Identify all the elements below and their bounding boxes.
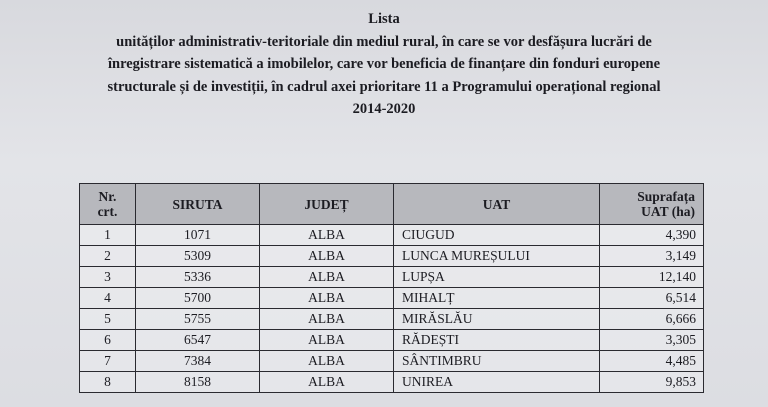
cell-judet: ALBA (260, 267, 394, 288)
header-siruta: SIRUTA (136, 184, 260, 225)
heading-line: 2014-2020 (352, 101, 416, 118)
cell-nr: 7 (80, 351, 136, 372)
table-row (80, 351, 704, 372)
cell-uat: SÂNTIMBRU (394, 351, 600, 372)
cell-suprafata: 9,853 (600, 372, 704, 393)
cell-nr: 6 (80, 330, 136, 351)
table-row (80, 330, 704, 351)
header-suprafata (600, 184, 704, 225)
cell-uat: CIUGUD (394, 225, 600, 246)
table-row (80, 288, 704, 309)
cell-uat: LUPȘA (394, 267, 600, 288)
cell-suprafata: 4,390 (600, 225, 704, 246)
cell-siruta: 5336 (136, 267, 260, 288)
cell-siruta: 1071 (136, 225, 260, 246)
cell-nr: 2 (80, 246, 136, 267)
cell-suprafata: 6,514 (600, 288, 704, 309)
heading-line: înregistrare sistematică a imobilelor, care vor beneficia de finanțare din fonduri europene (107, 56, 661, 73)
cell-nr: 1 (80, 225, 136, 246)
cell-judet: ALBA (260, 225, 394, 246)
header-suprafata-line1: Suprafața (637, 189, 695, 204)
cell-suprafata: 12,140 (600, 267, 704, 288)
cell-suprafata: 6,666 (600, 309, 704, 330)
cell-nr: 4 (80, 288, 136, 309)
header-suprafata-line2: UAT (ha) (641, 204, 695, 219)
table-body (80, 225, 704, 393)
cell-suprafata: 4,485 (600, 351, 704, 372)
cell-nr: 3 (80, 267, 136, 288)
cell-siruta: 6547 (136, 330, 260, 351)
cell-nr: 5 (80, 309, 136, 330)
cell-judet: ALBA (260, 309, 394, 330)
header-uat: UAT (394, 184, 600, 225)
cell-uat: RĂDEȘTI (394, 330, 600, 351)
table-row (80, 267, 704, 288)
cell-judet: ALBA (260, 372, 394, 393)
header-judet: JUDEȚ (260, 184, 394, 225)
header-nr-crt (80, 184, 136, 225)
cell-uat: LUNCA MUREȘULUI (394, 246, 600, 267)
document-title: Lista (368, 11, 400, 27)
heading-line: structurale și de investiții, în cadrul axei prioritare 11 a Programului operațional regional (107, 78, 661, 95)
cell-uat: MIRĂSLĂU (394, 309, 600, 330)
cell-judet: ALBA (260, 246, 394, 267)
uat-table (79, 183, 704, 393)
cell-siruta: 5309 (136, 246, 260, 267)
cell-siruta: 7384 (136, 351, 260, 372)
table-row (80, 372, 704, 393)
document-heading (0, 8, 768, 121)
cell-uat: UNIREA (394, 372, 600, 393)
table-header-row (80, 184, 704, 225)
cell-suprafata: 3,305 (600, 330, 704, 351)
cell-siruta: 8158 (136, 372, 260, 393)
cell-suprafata: 3,149 (600, 246, 704, 267)
cell-siruta: 5755 (136, 309, 260, 330)
cell-siruta: 5700 (136, 288, 260, 309)
cell-judet: ALBA (260, 330, 394, 351)
cell-uat: MIHALȚ (394, 288, 600, 309)
heading-line: unităților administrativ-teritoriale din mediul rural, în care se vor desfășura lucrări de (116, 33, 652, 50)
table-row (80, 246, 704, 267)
table-row (80, 309, 704, 330)
table-row (80, 225, 704, 246)
cell-judet: ALBA (260, 288, 394, 309)
header-nr-line2: crt. (97, 204, 118, 219)
cell-nr: 8 (80, 372, 136, 393)
cell-judet: ALBA (260, 351, 394, 372)
header-nr-line1: Nr. (98, 189, 117, 204)
